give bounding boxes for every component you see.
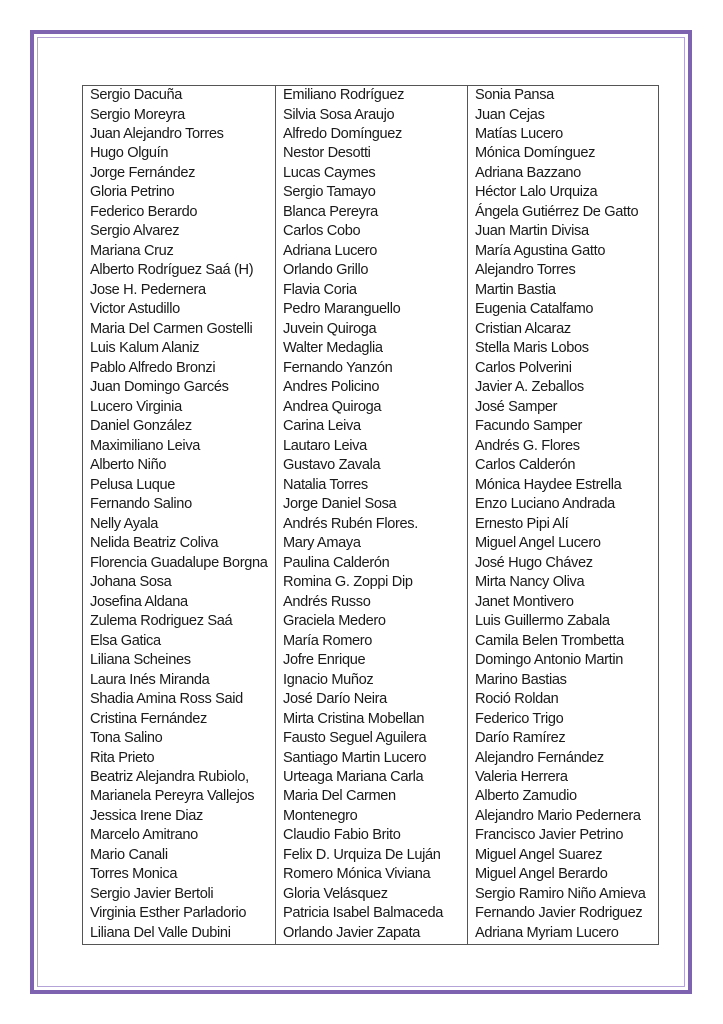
name-cell: Jessica Irene Diaz xyxy=(83,807,276,826)
name-cell: Liliana Del Valle Dubini xyxy=(83,924,276,945)
table-row xyxy=(83,203,659,222)
table-row xyxy=(83,437,659,456)
name-cell: Felix D. Urquiza De Luján xyxy=(276,846,468,865)
name-cell: Mónica Haydee Estrella xyxy=(468,476,659,495)
name-cell: Camila Belen Trombetta xyxy=(468,632,659,651)
name-cell: José Darío Neira xyxy=(276,690,468,709)
name-cell: Beatriz Alejandra Rubiolo, xyxy=(83,768,276,787)
table-row xyxy=(83,300,659,319)
name-cell: Nestor Desotti xyxy=(276,144,468,163)
name-cell: Fernando Javier Rodriguez xyxy=(468,904,659,923)
name-cell: Sergio Moreyra xyxy=(83,106,276,125)
table-row xyxy=(83,826,659,845)
name-cell: Blanca Pereyra xyxy=(276,203,468,222)
name-cell: Fernando Yanzón xyxy=(276,359,468,378)
name-cell: Stella Maris Lobos xyxy=(468,339,659,358)
name-cell: Alberto Niño xyxy=(83,456,276,475)
name-cell: Miguel Angel Suarez xyxy=(468,846,659,865)
name-cell: Fausto Seguel Aguilera xyxy=(276,729,468,748)
table-row xyxy=(83,320,659,339)
name-cell: Orlando Grillo xyxy=(276,261,468,280)
name-cell: Lucas Caymes xyxy=(276,164,468,183)
table-row xyxy=(83,651,659,670)
table-row xyxy=(83,476,659,495)
name-cell: Juan Martin Divisa xyxy=(468,222,659,241)
name-cell: Carina Leiva xyxy=(276,417,468,436)
name-cell: Pablo Alfredo Bronzi xyxy=(83,359,276,378)
name-cell: Nelly Ayala xyxy=(83,515,276,534)
name-cell: Lautaro Leiva xyxy=(276,437,468,456)
name-cell: Tona Salino xyxy=(83,729,276,748)
table-row xyxy=(83,787,659,806)
name-cell: Gloria Petrino xyxy=(83,183,276,202)
name-cell: Juan Alejandro Torres xyxy=(83,125,276,144)
name-cell: Johana Sosa xyxy=(83,573,276,592)
table-row xyxy=(83,748,659,767)
names-table xyxy=(82,85,659,945)
name-cell: Eugenia Catalfamo xyxy=(468,300,659,319)
table-row xyxy=(83,768,659,787)
name-cell: Liliana Scheines xyxy=(83,651,276,670)
name-cell: Romina G. Zoppi Dip xyxy=(276,573,468,592)
name-cell: Alejandro Mario Pedernera xyxy=(468,807,659,826)
name-cell: Walter Medaglia xyxy=(276,339,468,358)
table-row xyxy=(83,515,659,534)
table-row xyxy=(83,807,659,826)
name-cell: Josefina Aldana xyxy=(83,593,276,612)
name-cell: Jofre Enrique xyxy=(276,651,468,670)
table-row xyxy=(83,164,659,183)
name-cell: Rita Prieto xyxy=(83,748,276,767)
name-cell: Alejandro Torres xyxy=(468,261,659,280)
name-cell: Jorge Daniel Sosa xyxy=(276,495,468,514)
name-cell: Carlos Polverini xyxy=(468,359,659,378)
name-cell: Jorge Fernández xyxy=(83,164,276,183)
name-cell: Sergio Ramiro Niño Amieva xyxy=(468,885,659,904)
name-cell: Silvia Sosa Araujo xyxy=(276,106,468,125)
name-cell: Virginia Esther Parladorio xyxy=(83,904,276,923)
table-row xyxy=(83,690,659,709)
name-cell: Emiliano Rodríguez xyxy=(276,86,468,106)
name-cell: Andrés G. Flores xyxy=(468,437,659,456)
name-cell: Martin Bastia xyxy=(468,281,659,300)
name-cell: Juan Domingo Garcés xyxy=(83,378,276,397)
name-cell: Enzo Luciano Andrada xyxy=(468,495,659,514)
table-row xyxy=(83,417,659,436)
name-cell: Adriana Myriam Lucero xyxy=(468,924,659,945)
name-cell: Elsa Gatica xyxy=(83,632,276,651)
table-row xyxy=(83,554,659,573)
name-cell: Maria Del Carmen Gostelli xyxy=(83,320,276,339)
table-row xyxy=(83,534,659,553)
table-row xyxy=(83,456,659,475)
name-cell: Miguel Angel Berardo xyxy=(468,865,659,884)
name-cell: Facundo Samper xyxy=(468,417,659,436)
name-cell: Natalia Torres xyxy=(276,476,468,495)
table-row xyxy=(83,359,659,378)
table-row xyxy=(83,924,659,945)
name-cell: Ignacio Muñoz xyxy=(276,671,468,690)
name-cell: Maximiliano Leiva xyxy=(83,437,276,456)
table-row xyxy=(83,106,659,125)
name-cell: Pelusa Luque xyxy=(83,476,276,495)
table-row xyxy=(83,846,659,865)
name-cell: Mirta Cristina Mobellan xyxy=(276,710,468,729)
table-row xyxy=(83,593,659,612)
name-cell: Sergio Dacuña xyxy=(83,86,276,106)
name-cell: Alfredo Domínguez xyxy=(276,125,468,144)
name-cell: Claudio Fabio Brito xyxy=(276,826,468,845)
table-row xyxy=(83,339,659,358)
name-cell: Romero Mónica Viviana xyxy=(276,865,468,884)
name-cell: Graciela Medero xyxy=(276,612,468,631)
name-cell: Adriana Lucero xyxy=(276,242,468,261)
name-cell: Andrés Russo xyxy=(276,593,468,612)
table-row xyxy=(83,378,659,397)
name-cell: Cristian Alcaraz xyxy=(468,320,659,339)
name-cell: Ernesto Pipi Alí xyxy=(468,515,659,534)
name-cell: Juan Cejas xyxy=(468,106,659,125)
name-cell: Marino Bastias xyxy=(468,671,659,690)
name-cell: Hugo Olguín xyxy=(83,144,276,163)
table-row xyxy=(83,729,659,748)
table-row xyxy=(83,865,659,884)
table-row xyxy=(83,222,659,241)
table-row xyxy=(83,495,659,514)
name-cell: Luis Guillermo Zabala xyxy=(468,612,659,631)
table-row xyxy=(83,710,659,729)
name-cell: Andrés Rubén Flores. xyxy=(276,515,468,534)
name-cell: Mary Amaya xyxy=(276,534,468,553)
table-row xyxy=(83,398,659,417)
name-cell: Santiago Martin Lucero xyxy=(276,748,468,767)
name-cell: Sergio Javier Bertoli xyxy=(83,885,276,904)
name-cell: Daniel González xyxy=(83,417,276,436)
name-cell: Luis Kalum Alaniz xyxy=(83,339,276,358)
name-cell: Mónica Domínguez xyxy=(468,144,659,163)
name-cell: Mirta Nancy Oliva xyxy=(468,573,659,592)
name-cell: Jose H. Pedernera xyxy=(83,281,276,300)
name-cell: Alejandro Fernández xyxy=(468,748,659,767)
table-row xyxy=(83,671,659,690)
name-cell: Montenegro xyxy=(276,807,468,826)
name-cell: Florencia Guadalupe Borgna xyxy=(83,554,276,573)
table-row xyxy=(83,632,659,651)
name-cell: Mario Canali xyxy=(83,846,276,865)
name-cell: Urteaga Mariana Carla xyxy=(276,768,468,787)
name-cell: Torres Monica xyxy=(83,865,276,884)
name-cell: Miguel Angel Lucero xyxy=(468,534,659,553)
name-cell: Victor Astudillo xyxy=(83,300,276,319)
name-cell: Roció Roldan xyxy=(468,690,659,709)
name-cell: Andrea Quiroga xyxy=(276,398,468,417)
name-cell: Domingo Antonio Martin xyxy=(468,651,659,670)
table-row xyxy=(83,904,659,923)
table-row xyxy=(83,573,659,592)
table-row xyxy=(83,242,659,261)
table-row xyxy=(83,281,659,300)
name-cell: Adriana Bazzano xyxy=(468,164,659,183)
name-cell: Marcelo Amitrano xyxy=(83,826,276,845)
name-cell: Paulina Calderón xyxy=(276,554,468,573)
name-cell: María Romero xyxy=(276,632,468,651)
name-cell: Pedro Maranguello xyxy=(276,300,468,319)
name-cell: Alberto Rodríguez Saá (H) xyxy=(83,261,276,280)
name-cell: José Samper xyxy=(468,398,659,417)
name-cell: Janet Montivero xyxy=(468,593,659,612)
name-cell: Nelida Beatriz Coliva xyxy=(83,534,276,553)
name-cell: Maria Del Carmen xyxy=(276,787,468,806)
table-row xyxy=(83,885,659,904)
name-cell: Zulema Rodriguez Saá xyxy=(83,612,276,631)
table-row xyxy=(83,261,659,280)
name-cell: Sonia Pansa xyxy=(468,86,659,106)
name-cell: Laura Inés Miranda xyxy=(83,671,276,690)
name-cell: Gloria Velásquez xyxy=(276,885,468,904)
name-cell: Patricia Isabel Balmaceda xyxy=(276,904,468,923)
name-cell: María Agustina Gatto xyxy=(468,242,659,261)
name-cell: Andres Policino xyxy=(276,378,468,397)
table-row xyxy=(83,125,659,144)
name-cell: Carlos Calderón xyxy=(468,456,659,475)
name-cell: Sergio Tamayo xyxy=(276,183,468,202)
name-cell: Matías Lucero xyxy=(468,125,659,144)
table-row xyxy=(83,86,659,106)
name-cell: Héctor Lalo Urquiza xyxy=(468,183,659,202)
name-cell: Juvein Quiroga xyxy=(276,320,468,339)
name-cell: Francisco Javier Petrino xyxy=(468,826,659,845)
table-row xyxy=(83,144,659,163)
name-cell: Carlos Cobo xyxy=(276,222,468,241)
name-cell: Federico Berardo xyxy=(83,203,276,222)
name-cell: Shadia Amina Ross Said xyxy=(83,690,276,709)
name-cell: Gustavo Zavala xyxy=(276,456,468,475)
name-cell: Valeria Herrera xyxy=(468,768,659,787)
table-row xyxy=(83,183,659,202)
name-cell: Orlando Javier Zapata xyxy=(276,924,468,945)
name-cell: Flavia Coria xyxy=(276,281,468,300)
name-cell: Fernando Salino xyxy=(83,495,276,514)
table-row xyxy=(83,612,659,631)
name-cell: José Hugo Chávez xyxy=(468,554,659,573)
name-cell: Darío Ramírez xyxy=(468,729,659,748)
name-cell: Javier A. Zeballos xyxy=(468,378,659,397)
name-cell: Federico Trigo xyxy=(468,710,659,729)
name-cell: Sergio Alvarez xyxy=(83,222,276,241)
name-cell: Cristina Fernández xyxy=(83,710,276,729)
name-cell: Lucero Virginia xyxy=(83,398,276,417)
name-cell: Marianela Pereyra Vallejos xyxy=(83,787,276,806)
name-cell: Alberto Zamudio xyxy=(468,787,659,806)
name-cell: Ángela Gutiérrez De Gatto xyxy=(468,203,659,222)
name-cell: Mariana Cruz xyxy=(83,242,276,261)
names-table-body xyxy=(83,86,659,945)
